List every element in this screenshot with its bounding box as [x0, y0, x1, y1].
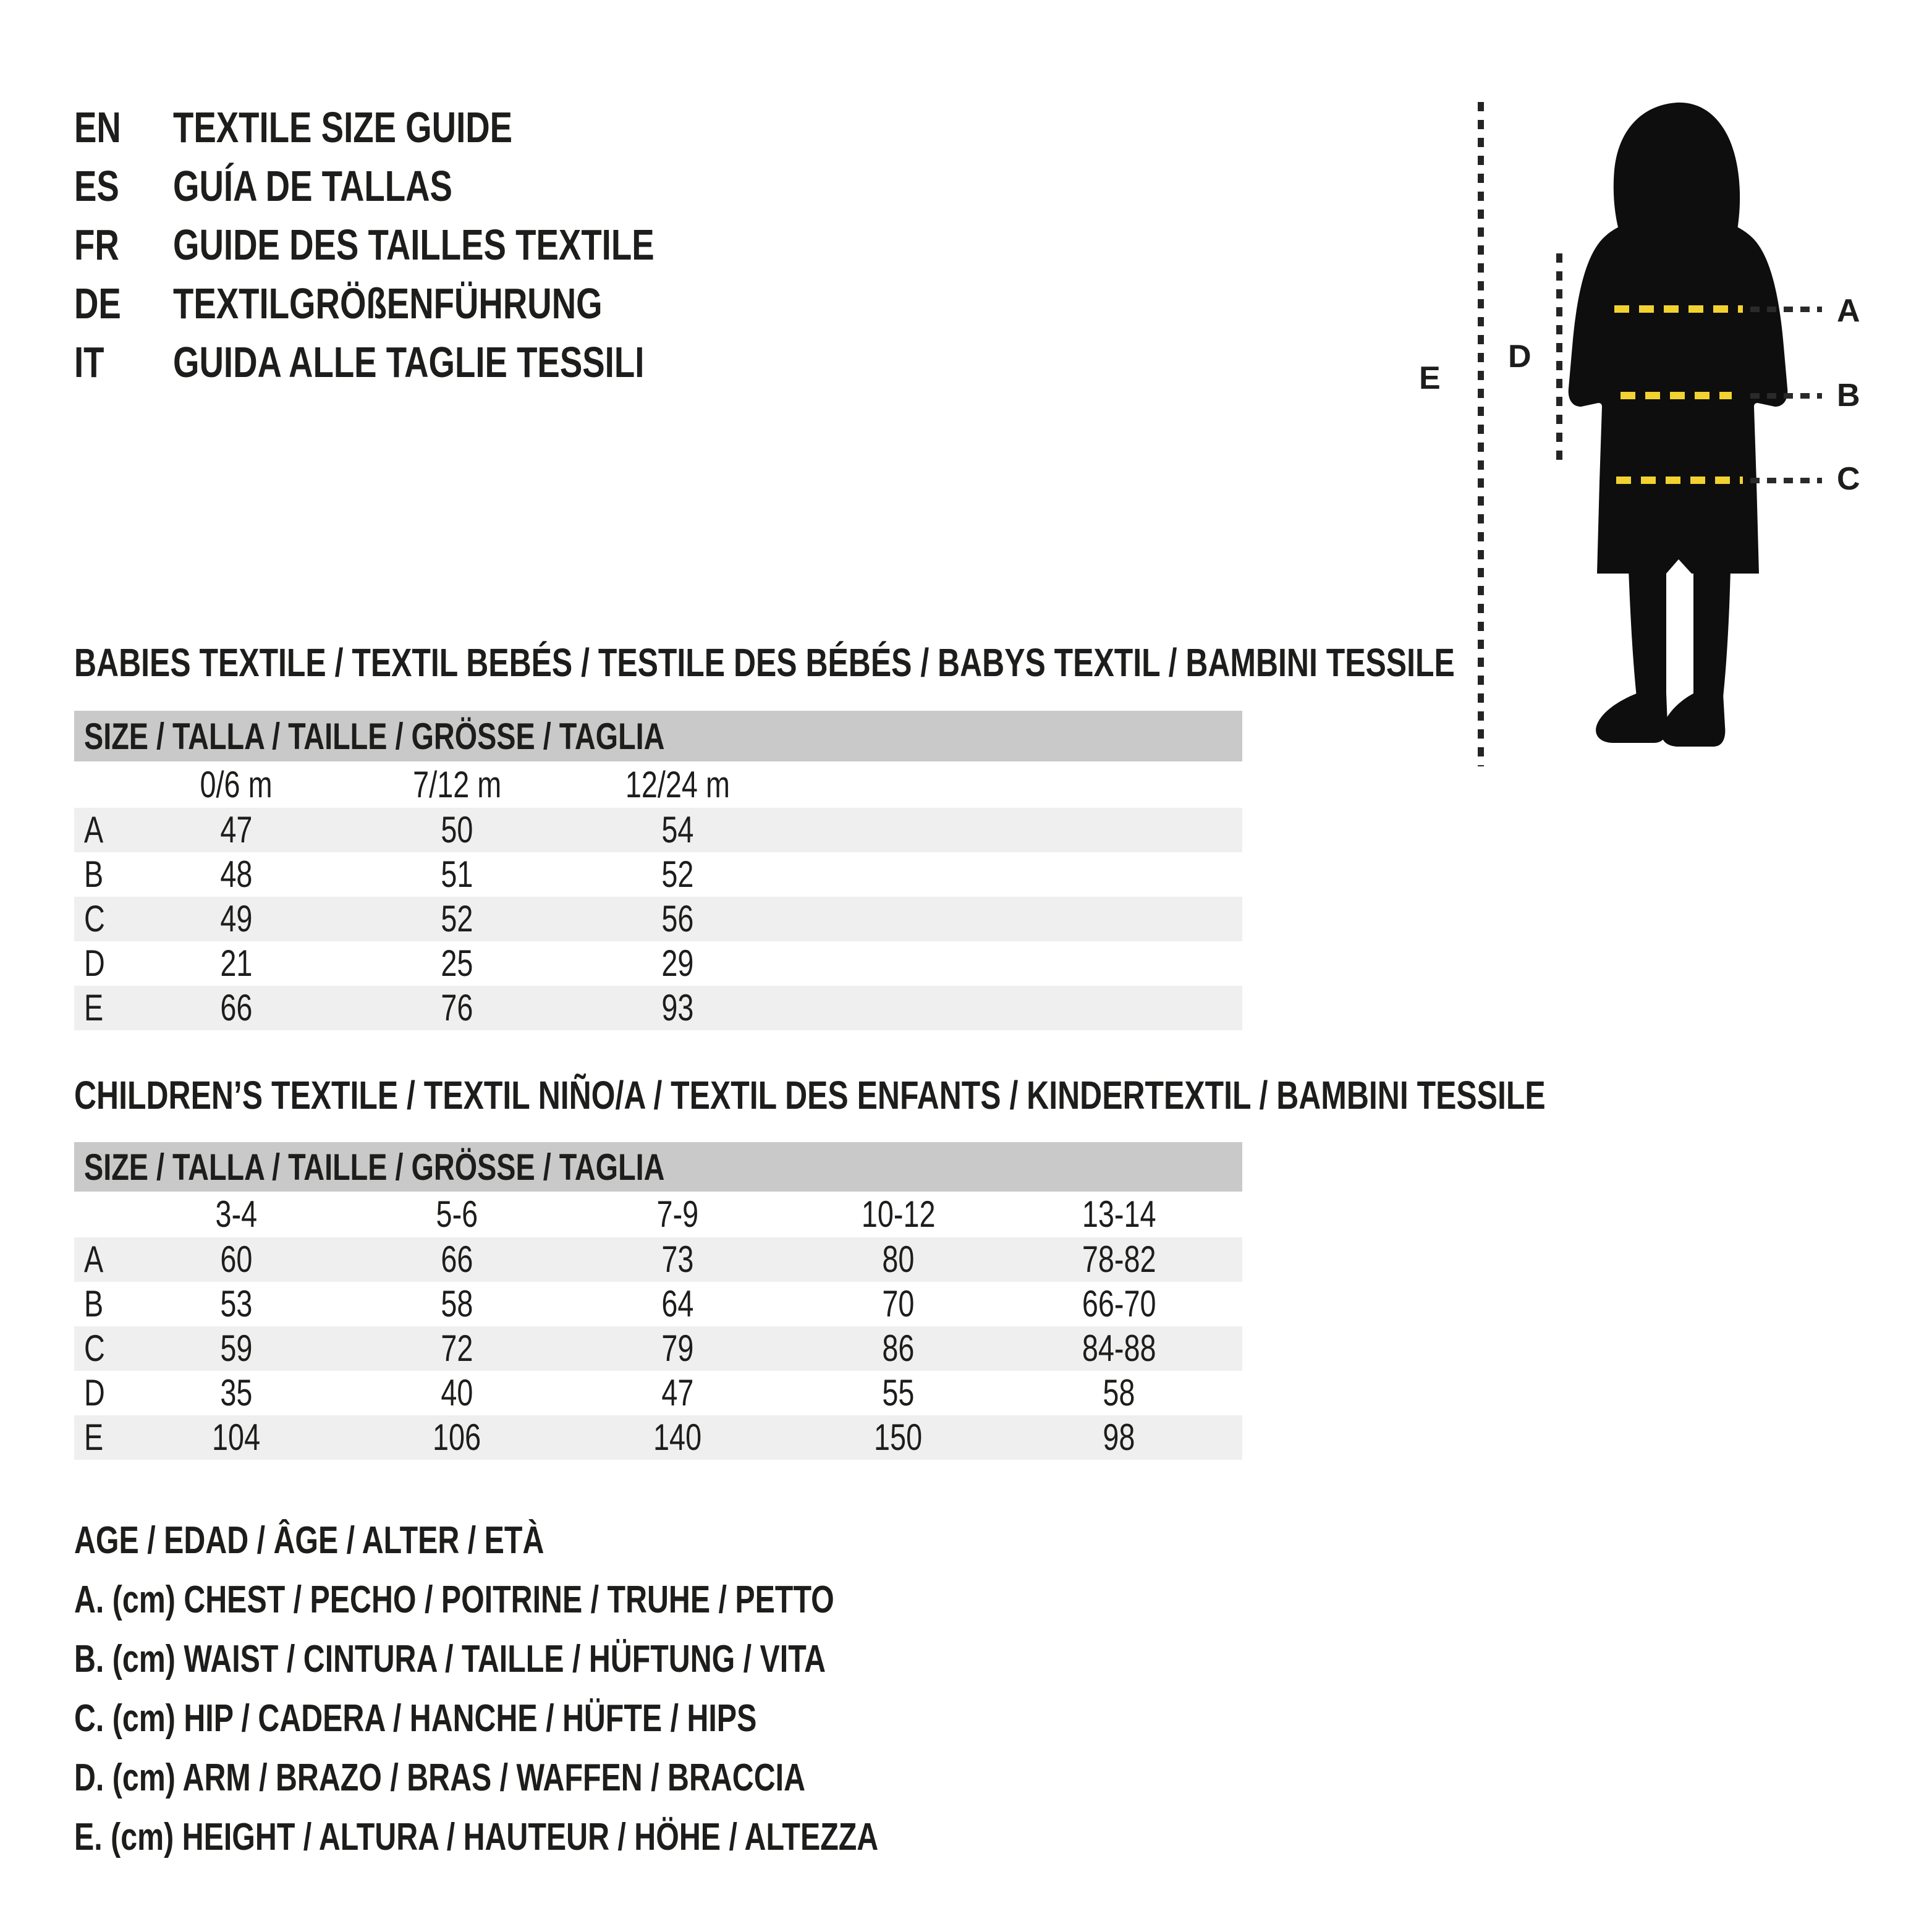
table-row — [74, 1282, 1242, 1326]
table-row — [74, 986, 1242, 1030]
language-row — [74, 164, 531, 208]
column-header: 7-9 — [656, 1193, 699, 1235]
size-value: 40 — [441, 1372, 473, 1413]
size-value: 150 — [874, 1417, 923, 1458]
language-code: IT — [74, 338, 104, 386]
size-value: 93 — [661, 987, 694, 1028]
measure-label-height: E — [1419, 360, 1441, 396]
row-label: C — [84, 1328, 105, 1369]
size-value: 21 — [220, 943, 253, 984]
size-value: 47 — [661, 1372, 694, 1413]
size-value: 59 — [220, 1328, 253, 1369]
column-header: 10-12 — [861, 1193, 936, 1235]
chest-leader-line — [1750, 307, 1822, 312]
row-label: D — [84, 1372, 105, 1413]
row-label: C — [84, 898, 105, 939]
legend-line: AGE / EDAD / ÂGE / ALTER / ETÀ — [74, 1519, 544, 1562]
size-value: 84-88 — [1082, 1328, 1156, 1369]
row-label: D — [84, 943, 105, 984]
size-value: 86 — [882, 1328, 915, 1369]
row-label: E — [84, 987, 104, 1028]
guide-title: TEXTILE SIZE GUIDE — [173, 103, 513, 151]
size-value: 56 — [661, 898, 694, 939]
column-header: 7/12 m — [412, 763, 502, 805]
language-code: DE — [74, 279, 121, 328]
table-row — [74, 1371, 1242, 1415]
language-row — [74, 222, 790, 267]
legend-line: B. (cm) WAIST / CINTURA / TAILLE / HÜFTUNG / VITA — [74, 1638, 826, 1680]
row-label: B — [84, 854, 104, 895]
babies-size-header-bar: SIZE / TALLA / TAILLE / GRÖSSE / TAGLIA — [74, 711, 1242, 761]
size-value: 66 — [220, 987, 253, 1028]
size-value: 52 — [441, 898, 473, 939]
size-value: 58 — [1103, 1372, 1135, 1413]
size-value: 79 — [661, 1328, 694, 1369]
size-value: 58 — [441, 1283, 473, 1324]
table-row — [74, 897, 1242, 941]
size-value: 50 — [441, 809, 473, 850]
measure-label-chest: A — [1837, 293, 1860, 329]
size-value: 66-70 — [1082, 1283, 1156, 1324]
guide-title: GUIDE DES TAILLES TEXTILE — [173, 221, 655, 269]
size-value: 60 — [220, 1239, 253, 1280]
column-header: 13-14 — [1082, 1193, 1156, 1235]
measure-label-waist: B — [1837, 378, 1860, 413]
size-value: 70 — [882, 1283, 915, 1324]
chest-measure-line — [1614, 305, 1743, 313]
hip-measure-line — [1616, 477, 1743, 484]
waist-measure-line — [1621, 392, 1732, 399]
guide-title: TEXTILGRÖßENFÜHRUNG — [173, 279, 603, 328]
language-code: EN — [74, 103, 121, 151]
babies-column-header-row — [74, 761, 1242, 808]
size-value: 29 — [661, 943, 694, 984]
size-value: 80 — [882, 1239, 915, 1280]
row-label: E — [84, 1417, 104, 1458]
column-header: 3-4 — [215, 1193, 258, 1235]
size-value: 98 — [1103, 1417, 1135, 1458]
size-value: 53 — [220, 1283, 253, 1324]
size-value: 72 — [441, 1328, 473, 1369]
babies-section-title: BABIES TEXTILE / TEXTIL BEBÉS / TESTILE DES BÉBÉS / BABYS TEXTIL / BAMBINI TESSILE — [74, 640, 1455, 685]
children-column-header-row — [74, 1192, 1242, 1237]
size-value: 51 — [441, 854, 473, 895]
row-label: B — [84, 1283, 104, 1324]
size-value: 47 — [220, 809, 253, 850]
language-code: ES — [74, 162, 119, 210]
children-size-header-bar: SIZE / TALLA / TAILLE / GRÖSSE / TAGLIA — [74, 1142, 1242, 1192]
guide-title: GUÍA DE TALLAS — [173, 162, 452, 210]
language-row — [74, 340, 777, 384]
size-value: 25 — [441, 943, 473, 984]
size-value: 76 — [441, 987, 473, 1028]
size-value: 78-82 — [1082, 1239, 1156, 1280]
hip-leader-line — [1750, 478, 1822, 483]
size-value: 48 — [220, 854, 253, 895]
column-header: 5-6 — [436, 1193, 478, 1235]
language-code: FR — [74, 221, 119, 269]
table-row — [74, 1415, 1242, 1460]
children-section-title: CHILDREN’S TEXTILE / TEXTIL NIÑO/A / TEXTIL DES ENFANTS / KINDERTEXTIL / BAMBINI TESSILE — [74, 1073, 1546, 1117]
table-row — [74, 1326, 1242, 1371]
column-header: 0/6 m — [200, 763, 273, 805]
size-value: 66 — [441, 1239, 473, 1280]
size-value: 49 — [220, 898, 253, 939]
legend-line: D. (cm) ARM / BRAZO / BRAS / WAFFEN / BRACCIA — [74, 1756, 806, 1799]
size-value: 52 — [661, 854, 694, 895]
row-label: A — [84, 809, 104, 850]
size-value: 106 — [433, 1417, 481, 1458]
legend-line: A. (cm) CHEST / PECHO / POITRINE / TRUHE / PETTO — [74, 1578, 834, 1621]
size-value: 104 — [212, 1417, 261, 1458]
language-row — [74, 105, 608, 150]
table-row — [74, 808, 1242, 852]
table-row — [74, 852, 1242, 897]
measure-label-arm: D — [1508, 339, 1532, 375]
row-label: A — [84, 1239, 104, 1280]
measure-label-hip: C — [1837, 461, 1860, 497]
size-value: 64 — [661, 1283, 694, 1324]
guide-title: GUIDA ALLE TAGLIE TESSILI — [173, 338, 645, 386]
size-value: 140 — [653, 1417, 702, 1458]
column-header: 12/24 m — [625, 763, 731, 805]
legend-line: C. (cm) HIP / CADERA / HANCHE / HÜFTE / HIPS — [74, 1697, 757, 1740]
table-row — [74, 941, 1242, 986]
arm-measure-line — [1556, 253, 1562, 460]
size-value: 35 — [220, 1372, 253, 1413]
size-value: 55 — [882, 1372, 915, 1413]
language-row — [74, 281, 724, 326]
legend-line: E. (cm) HEIGHT / ALTURA / HAUTEUR / HÖHE / ALTEZZA — [74, 1816, 879, 1858]
waist-leader-line — [1750, 393, 1822, 399]
size-value: 73 — [661, 1239, 694, 1280]
size-value: 54 — [661, 809, 694, 850]
table-row — [74, 1237, 1242, 1282]
